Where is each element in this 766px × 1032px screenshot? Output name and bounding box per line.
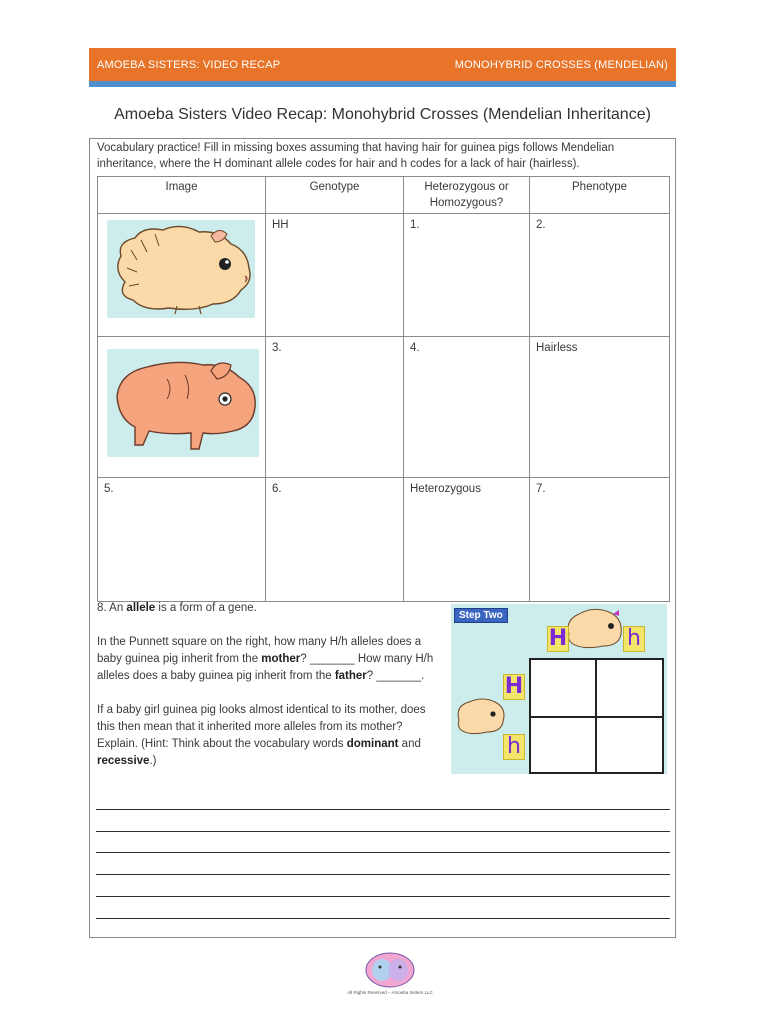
- punnett-question: In the Punnett square on the right, how many H/h alleles does a baby guinea pig inherit from the mother? _______ How many H/h alleles does a baby guinea pig inherit from the father? _______.: [97, 636, 434, 682]
- header-left-title: AMOEBA SISTERS: VIDEO RECAP: [97, 58, 281, 71]
- question-8: [97, 600, 437, 787]
- hairy-guinea-pig-image: [98, 214, 266, 337]
- col-header-zygosity: Heterozygous or Homozygous?: [404, 177, 530, 214]
- genotype-cell[interactable]: 3.: [266, 337, 404, 478]
- col-header-genotype: Genotype: [266, 177, 404, 214]
- hairless-guinea-pig-image: [98, 337, 266, 478]
- answer-line[interactable]: [96, 852, 670, 853]
- step-label: Step Two: [454, 608, 508, 623]
- col-header-image: Image: [98, 177, 266, 214]
- col-header-phenotype: Phenotype: [530, 177, 670, 214]
- punnett-grid[interactable]: [529, 658, 664, 774]
- intro-text: Vocabulary practice! Fill in missing boxes assuming that having hair for guinea pigs follows Mendelian inheritance, where the H dominant allele codes for hair and h codes for a lack of hair (hairless).: [97, 142, 615, 170]
- hairless-guinea-pig-icon: [107, 349, 259, 457]
- answer-line[interactable]: [96, 874, 670, 875]
- side-allele-2: h: [503, 734, 525, 760]
- answer-line[interactable]: [96, 918, 670, 919]
- hairy-guinea-pig-icon: [107, 220, 255, 318]
- phenotype-cell: Hairless: [530, 337, 670, 478]
- zygosity-cell[interactable]: 4.: [404, 337, 530, 478]
- inheritance-question: If a baby girl guinea pig looks almost identical to its mother, does this then mean that it inherited more alleles from its mother? Explain. (Hint: Think about the vocabulary words dominant and recessive.): [97, 704, 426, 767]
- allele-definition: 8. An allele is a form of a gene.: [97, 602, 257, 614]
- table-row: [98, 337, 670, 478]
- side-allele-1: H: [504, 674, 524, 699]
- phenotype-cell[interactable]: 7.: [530, 478, 670, 602]
- top-allele-1: H: [548, 626, 568, 651]
- image-cell[interactable]: 5.: [98, 478, 266, 602]
- rights-notice: All Rights Reserved – Amoeba Sisters LLC: [347, 990, 433, 995]
- mother-guinea-pig-icon: [453, 696, 507, 736]
- genotype-cell[interactable]: 6.: [266, 478, 404, 602]
- answer-line[interactable]: [96, 831, 670, 832]
- zygosity-cell: Heterozygous: [404, 478, 530, 602]
- header-band: [89, 48, 676, 81]
- table-row: [98, 478, 670, 602]
- answer-line[interactable]: [96, 809, 670, 810]
- zygosity-cell[interactable]: 1.: [404, 214, 530, 337]
- top-allele-2: h: [623, 626, 645, 652]
- table-header-row: [98, 177, 670, 214]
- genotype-cell: HH: [266, 214, 404, 337]
- vocab-table: [97, 176, 670, 602]
- phenotype-cell[interactable]: 2.: [530, 214, 670, 337]
- punnett-square-figure: [451, 604, 667, 774]
- header-right-title: MONOHYBRID CROSSES (MENDELIAN): [454, 58, 668, 71]
- answer-line[interactable]: [96, 896, 670, 897]
- table-row: [98, 214, 670, 337]
- page-title: Amoeba Sisters Video Recap: Monohybrid Crosses (Mendelian Inheritance): [114, 106, 651, 123]
- header-stripe: [89, 81, 676, 87]
- father-guinea-pig-icon: [563, 606, 625, 650]
